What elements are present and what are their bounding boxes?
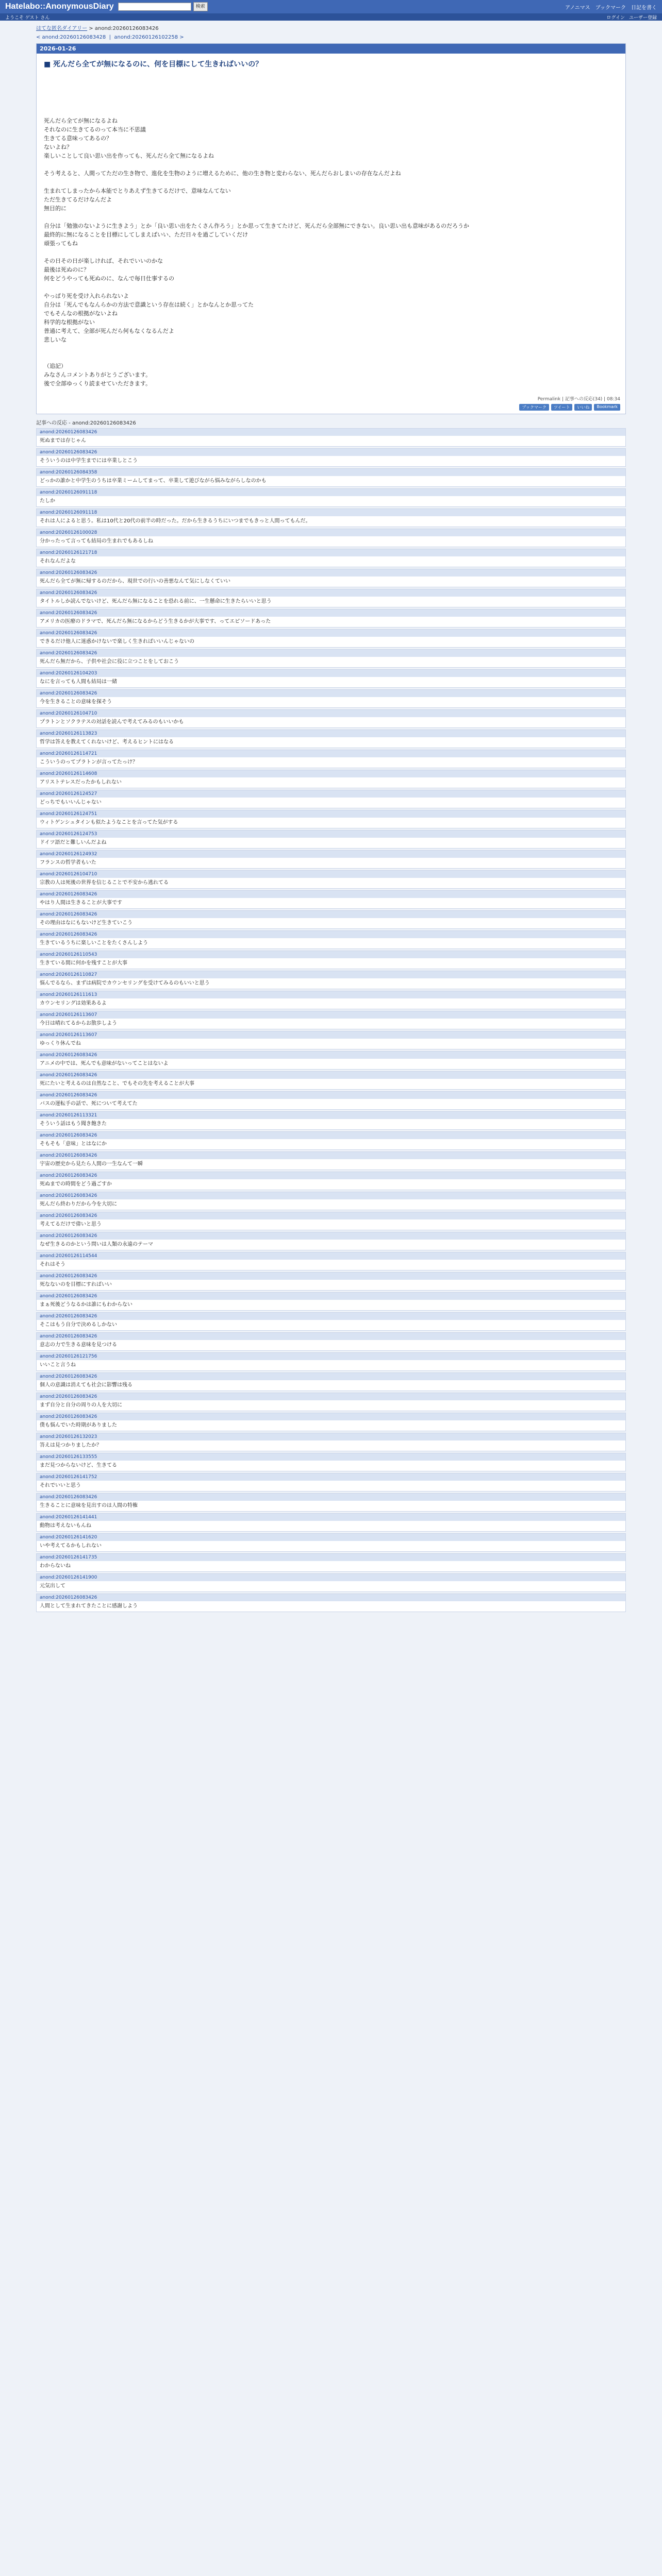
comment-text: 生きることに意味を見出すのは人間の特権 [40,1503,138,1509]
comment [36,1594,626,1612]
breadcrumb-home[interactable]: はてな匿名ダイアリー [36,26,88,31]
register-link[interactable]: ユーザー登録 [628,15,657,21]
comment-id[interactable]: anond:20260126083426 [37,650,625,657]
comment-id[interactable]: anond:20260126113607 [37,1011,625,1019]
comment-id[interactable]: anond:20260126100028 [37,529,625,536]
comment-id[interactable]: anond:20260126083426 [37,1132,625,1139]
comment-id[interactable]: anond:20260126083426 [37,1273,625,1280]
breadcrumb-sep: > [87,26,95,31]
comment [36,790,626,808]
comment [36,850,626,869]
comment-id[interactable]: anond:20260126083426 [37,1333,625,1340]
comment-id[interactable]: anond:20260126083426 [37,1313,625,1320]
comment-id[interactable]: anond:20260126141441 [37,1514,625,1521]
comment [36,1332,626,1351]
comment-text: アメリカの医療のドラマで、死んだら無になるからどう生きるかが大事です、ってエピソードあった [40,619,271,624]
comment-id[interactable]: anond:20260126110543 [37,951,625,958]
comment [36,509,626,527]
comment-text: カウンセリングは効果あるよ [40,1001,107,1006]
top-bar [0,0,662,13]
comment [36,1011,626,1029]
comment [36,810,626,828]
article-date: 2026-01-26 [37,44,625,54]
body-line: 自分は「死んでもなんらかの方法で意識という存在は続く」とかなんとか思ってた [44,301,254,308]
welcome-text: ようこそ ゲスト さん [5,15,50,21]
comment-id[interactable]: anond:20260126084358 [37,469,625,476]
body-line [44,178,618,187]
comment-text: どっちでもいいんじゃない [40,800,102,805]
body-line [44,160,618,169]
article-footer[interactable]: Permalink | 記事への反応(34) | 08:34 [537,397,620,402]
comment-text: 今日は晴れてるからお散歩しよう [40,1021,117,1026]
body-line [44,213,618,222]
comment-id[interactable]: anond:20260126121756 [37,1353,625,1360]
comment-text: タイトルしか読んでないけど、死んだら無になることを恐れる前に、一生懸命に生きたらいいと思う [40,599,272,604]
breadcrumb-current: anond:20260126083426 [94,26,159,31]
comment-id[interactable]: anond:20260126083426 [37,1232,625,1240]
comment [36,649,626,668]
comment [36,1352,626,1371]
comment [36,689,626,708]
comment [36,951,626,969]
comment-id[interactable]: anond:20260126091118 [37,509,625,516]
comment [36,1091,626,1110]
comment-id[interactable]: anond:20260126104203 [37,670,625,677]
comment [36,1573,626,1592]
comment [36,1292,626,1311]
link-anonymous[interactable]: アノニマス [565,5,590,11]
site-logo[interactable]: Hatelabo::AnonymousDiary [5,2,114,11]
reactions-label: 記事への反応 - anond:20260126083426 [36,420,136,426]
login-link[interactable]: ログイン [606,15,625,21]
body-line [44,283,618,292]
comment-text: なぜ生きるのかという問いは人類の永遠のテーマ [40,1242,153,1247]
comment-id[interactable]: anond:20260126083426 [37,449,625,456]
share-tweet-button[interactable]: ツイート [551,404,573,411]
body-line [44,99,618,108]
comment-id[interactable]: anond:20260126104710 [37,871,625,878]
body-line [44,108,618,116]
comment-text: バスの運転手の話で、死について考えてた [40,1101,138,1107]
comment-text: 意志の力で生きる意味を見つける [40,1342,117,1348]
comment-id[interactable]: anond:20260126083426 [37,1293,625,1300]
comment-text: そもそも「意味」とはなにか [40,1141,107,1147]
comment-text: 死ぬまでの時間をどう過ごすか [40,1181,112,1187]
link-bookmark[interactable]: ブックマーク [595,5,626,11]
breadcrumb [0,21,662,35]
comment-text: それでいいと思う [40,1483,81,1488]
comment-text: 死にたいと考えるのは自然なこと、でもその先を考えることが大事 [40,1081,194,1087]
comment-id[interactable]: anond:20260126121718 [37,549,625,556]
comment-id[interactable]: anond:20260126083426 [37,1092,625,1099]
body-line [44,90,618,99]
comment-id[interactable]: anond:20260126083426 [37,1072,625,1079]
comment-text: 死なないのを目標にすればいい [40,1282,112,1287]
comment [36,1553,626,1572]
comment-id[interactable]: anond:20260126113607 [37,1031,625,1039]
comment-id[interactable]: anond:20260126083426 [37,1212,625,1219]
comment-id[interactable]: anond:20260126083426 [37,931,625,938]
body-line: みなさんコメントありがとうございます。 [44,371,152,378]
body-line: 死んだら全てが無になるよね [44,117,118,124]
comment-id[interactable]: anond:20260126083426 [37,429,625,436]
comment-text: 個人の意識は消えても社会に影響は残る [40,1382,133,1388]
comment-text: 分かったって言っても結局の生まれでもあるしね [40,538,153,544]
body-line [44,344,618,353]
body-line [44,81,618,90]
comment-text: アニメの中では、死んでも意味がないってことはないよ [40,1061,169,1066]
comment-text: アリストテレスだったかもしれない [40,779,122,785]
comment [36,1111,626,1130]
comment [36,1031,626,1049]
comment-id[interactable]: anond:20260126114544 [37,1252,625,1260]
body-line: やっぱり死を受け入れられないよ [44,293,129,299]
comment-id[interactable]: anond:20260126083426 [37,569,625,577]
body-line: （追記） [44,363,67,369]
comment-id[interactable]: anond:20260126124932 [37,851,625,858]
comment [36,1513,626,1532]
comment-text: わからないね [40,1563,71,1569]
comment [36,569,626,587]
comment [36,1051,626,1070]
body-line: 頑張ってもね [44,240,78,247]
body-line: 無目的に [44,205,67,212]
comment [36,1533,626,1552]
comment-id[interactable]: anond:20260126110827 [37,971,625,978]
search-button[interactable]: 検索 [193,2,208,11]
comment-text: 僕も悩んでいた時期がありました [40,1422,117,1428]
body-line: 楽しいことして良い思い出を作っても、死んだら全て無になるよね [44,152,214,159]
comment-text: やはり人間は生きることが大事です [40,900,122,906]
comment-id[interactable]: anond:20260126083426 [37,589,625,597]
body-line: 科学的な根拠がない [44,319,95,326]
comment-text: 考えてるだけで偉いと思う [40,1222,102,1227]
article [36,43,626,414]
comment-id[interactable]: anond:20260126141735 [37,1554,625,1561]
comment [36,669,626,688]
comment [36,1212,626,1230]
comment-text: 動物は考えないもんね [40,1523,91,1529]
comment-text: まぁ死後どうなるかは誰にもわからない [40,1302,133,1308]
share-hatena-button[interactable]: Bookmark [594,404,620,411]
comment-id[interactable]: anond:20260126083426 [37,1393,625,1400]
comment-id[interactable]: anond:20260126083426 [37,1052,625,1059]
body-line: そう考えると、人間ってただの生き物で、進化を生物のように増えるために、他の生き物と変わらない、死んだらおしまいの存在なんだよね [44,170,401,177]
body-line: 自分は「勉強のないように生きよう」とか「良い思い出をたくさん作ろう」とか思って生きてたけど、死んだら全部無にできない。良い思い出も意味があるのだろうか [44,223,469,229]
comment-text: ドイツ語だと難しいんだよね [40,840,107,845]
body-line [44,248,618,257]
comment-id[interactable]: anond:20260126114608 [37,770,625,777]
body-line: その日その日が楽しければ、それでいいのかな [44,258,163,264]
body-line [44,353,618,362]
comment-text: その理由はなにもないけど生きていこう [40,920,133,926]
comment-text: 死んだら無だから、子供や社会に役に立つことをしておこう [40,659,179,665]
comment-text: そういうのは中学生までには卒業しとこう [40,458,138,464]
comment-id[interactable]: anond:20260126083426 [37,630,625,637]
comment [36,1071,626,1090]
comment-text: 死ぬまでは存じゃん [40,438,86,444]
body-line: 何をどうやっても死ぬのに、なんで毎日仕事するの [44,275,174,282]
comment [36,870,626,889]
body-line: 生きてる意味ってあるの？ [44,135,112,142]
comment-id[interactable]: anond:20260126083426 [37,891,625,898]
body-line: それなのに生きてるのって本当に不思議 [44,126,146,133]
comment-id[interactable]: anond:20260126132023 [37,1433,625,1440]
comment-text: いや考えてるかもしれない [40,1543,102,1549]
comment [36,1433,626,1451]
pager: < anond:20260126083428 | anond:20260126102258 > [36,35,184,40]
body-line: 最終的に無になることを目標にしてしまえばいい、ただ日々を過ごしていくだけ [44,231,248,238]
comment-text: なにを言っても人間も結局は一緒 [40,679,117,685]
next-link[interactable]: anond:20260126102258 > [114,35,184,40]
comment-id[interactable]: anond:20260126083426 [37,1494,625,1501]
comment [36,589,626,607]
comment-id[interactable]: anond:20260126113823 [37,730,625,737]
body-line: ないよね？ [44,144,72,150]
body-line: 悲しいな [44,336,67,343]
comment-text: 死んだら全てが無に帰するのだから、現世での行いの善悪なんて気にしなくていい [40,579,230,584]
comment [36,1172,626,1190]
comment [36,1453,626,1471]
comment-id[interactable]: anond:20260126141900 [37,1574,625,1581]
comment-text: どっかの誰かと中学生のうちは卒業ミームしてまって、卒業して遊びながら悩みながらしなのかも [40,478,267,484]
comment-id[interactable]: anond:20260126083426 [37,1594,625,1601]
comment [36,910,626,929]
comment-id[interactable]: anond:20260126114721 [37,750,625,757]
comment-text: こういうのってプラトンが言ってたっけ？ [40,759,138,765]
comment [36,770,626,788]
comment-id[interactable]: anond:20260126091118 [37,489,625,496]
comment-id[interactable]: anond:20260126083426 [37,1413,625,1420]
comment-text: まず自分と自分の周りの人を大切に [40,1402,122,1408]
comment-id[interactable]: anond:20260126104710 [37,710,625,717]
comment-text: 生きている間に何かを残すことが大事 [40,960,127,966]
comment [36,830,626,849]
comment-text: 生きているうちに楽しいことをたくさんしよう [40,940,148,946]
comment [36,549,626,567]
comment-text: ウィトゲンシュタインも似たようなことを言ってた気がする [40,820,178,825]
comment [36,488,626,507]
share-like-button[interactable]: いいね [574,404,592,411]
share-buttons [37,404,625,414]
comment [36,1372,626,1391]
body-line: 後で全部ゆっくり読ませていただきます。 [44,380,152,387]
comment-text: いいこと言うね [40,1362,76,1368]
comment [36,971,626,989]
comment-id[interactable]: anond:20260126111613 [37,991,625,998]
comment-id[interactable]: anond:20260126083426 [37,609,625,617]
share-bookmark-button[interactable]: ブックマーク [519,404,549,411]
comment [36,1413,626,1431]
comment-id[interactable]: anond:20260126141620 [37,1534,625,1541]
comment-text: それはそう [40,1262,65,1267]
comment [36,448,626,467]
comment [36,991,626,1009]
comment [36,750,626,768]
comment [36,629,626,648]
search-input[interactable] [118,3,191,11]
comment-id[interactable]: anond:20260126083426 [37,690,625,697]
comment-id[interactable]: anond:20260126113321 [37,1112,625,1119]
comment-text: 哲学は答えを教えてくれないけど、考えるヒントにはなる [40,739,174,745]
comment-id[interactable]: anond:20260126133555 [37,1453,625,1461]
comment-text: それなんだよな [40,558,76,564]
body-line: でもそんなの根拠がないよね [44,310,118,317]
comment [36,428,626,447]
comment [36,468,626,487]
comment-text: 死んだら終わりだから今を大切に [40,1201,117,1207]
comment-id[interactable]: anond:20260126083426 [37,1373,625,1380]
comment-text: できるだけ他人に迷惑かけないで楽しく生きればいいんじゃないの [40,639,194,645]
comment [36,1232,626,1250]
comment-id[interactable]: anond:20260126083426 [37,1152,625,1159]
comment-text: 答えは見つかりましたか？ [40,1443,102,1448]
comment [36,1151,626,1170]
comment-text: それは人によると思う。私は10代と20代の前半の時だった。だから生きるうちにいつまでもきっと人間ってもんだ。 [40,518,311,524]
article-body [37,74,625,393]
comment-id[interactable]: anond:20260126083426 [37,911,625,918]
comment-id[interactable]: anond:20260126141752 [37,1473,625,1481]
link-write[interactable]: 日記を書く [631,5,657,11]
article-title[interactable]: ■ 死んだら全てが無になるのに、何を目標にして生きればいいの？ [44,60,263,69]
comment-text: フランスの哲学者もいた [40,860,96,866]
comment [36,1192,626,1210]
comment [36,1131,626,1150]
comment-text: そこはもう自分で決めるしかない [40,1322,117,1328]
sub-bar [0,13,662,21]
body-line: 普通に考えて、全部が死んだら何もなくなるんだよ [44,328,174,334]
comment [36,1272,626,1291]
comment [36,1473,626,1492]
comment-id[interactable]: anond:20260126124751 [37,810,625,818]
comment [36,890,626,909]
comment-text: 宗教の人は死後の世界を信じることで不安から逃れてる [40,880,169,886]
comment-text: 元気出して [40,1583,65,1589]
comment-text: 宇宙の歴史から見たら人間の一生なんて一瞬 [40,1161,143,1167]
comment [36,529,626,547]
comment-text: プラトンとソクラテスの対話を読んで考えてみるのもいいかも [40,719,184,725]
comment [36,1312,626,1331]
comment-text: たしか [40,498,55,504]
comment-id[interactable]: anond:20260126083426 [37,1172,625,1179]
comment [36,1252,626,1270]
top-links [565,3,657,11]
comment-text: まだ見つからないけど、生きてる [40,1463,117,1468]
comments-list [36,428,626,1612]
comment-id[interactable]: anond:20260126124753 [37,831,625,838]
comment [36,609,626,628]
comment [36,1493,626,1512]
comment-text: そういう話はもう聞き飽きた [40,1121,107,1127]
comment [36,709,626,728]
comment-text: 今を生きることの意味を探そう [40,699,112,705]
body-line: 最後は死ぬのに？ [44,266,89,273]
comment-id[interactable]: anond:20260126083426 [37,1192,625,1199]
comment-text: ゆっくり休んでね [40,1041,81,1046]
body-line: ただ生きてるだけなんだよ [44,196,112,203]
body-line: 生まれてしまったから本能でとりあえず生きてるだけで、意味なんてない [44,188,231,194]
comment-id[interactable]: anond:20260126124527 [37,790,625,798]
comment-text: 悩んでるなら、まずは病院でカウンセリングを受けてみるのもいいと思う [40,980,210,986]
comment [36,930,626,949]
comment-text: 人間として生まれてきたことに感謝しよう [40,1603,138,1609]
prev-link[interactable]: < anond:20260126083428 [36,35,106,40]
comment [36,1393,626,1411]
comment [36,730,626,748]
